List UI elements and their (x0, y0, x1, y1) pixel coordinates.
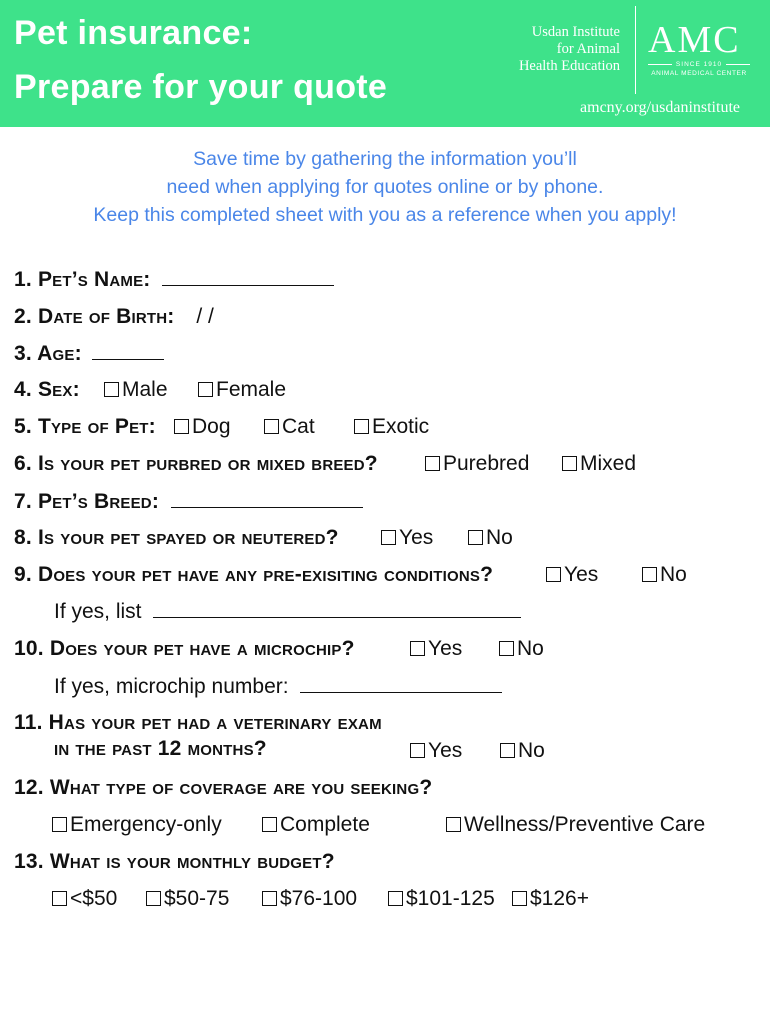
conditions-list-field[interactable] (153, 598, 521, 618)
coverage-type-label: 12. What type of coverage are you seeking? (14, 776, 433, 799)
intro-text (0, 145, 770, 229)
question-3 (14, 340, 164, 367)
question-11 (14, 710, 382, 762)
question-13 (14, 849, 335, 875)
microchip-option-yes[interactable] (410, 636, 462, 662)
sex-option-male[interactable] (104, 377, 168, 403)
coverage-option-emergency[interactable] (52, 812, 222, 838)
org-name-line1: Usdan Institute (531, 24, 620, 40)
pet-type-option-dog[interactable] (174, 414, 231, 440)
pet-breed-label: 7. Pet’s Breed: (14, 490, 160, 513)
age-field[interactable] (92, 340, 164, 360)
option-label: No (517, 637, 544, 660)
question-5 (14, 414, 156, 440)
checkbox-icon[interactable] (381, 530, 396, 545)
budget-option-under-50[interactable] (52, 886, 117, 912)
checkbox-icon[interactable] (388, 891, 403, 906)
checkbox-icon[interactable] (512, 891, 527, 906)
amc-logo: AMC (648, 19, 741, 61)
spayed-neutered-label: 8. Is your pet spayed or neutered? (14, 526, 339, 549)
pet-type-option-exotic[interactable] (354, 414, 429, 440)
option-label: $76-100 (280, 887, 358, 910)
option-label: Yes (428, 637, 463, 660)
intro-line2: need when applying for quotes online or by phone. (166, 176, 604, 198)
checkbox-icon[interactable] (104, 382, 119, 397)
checkbox-icon[interactable] (562, 456, 577, 471)
checkbox-icon[interactable] (262, 817, 277, 832)
option-label: <$50 (70, 887, 118, 910)
budget-option-76-100[interactable] (262, 886, 357, 912)
checkbox-icon[interactable] (354, 419, 369, 434)
question-10 (14, 636, 355, 662)
option-label: No (518, 739, 545, 762)
option-label: Exotic (372, 415, 430, 438)
microchip-number-field[interactable] (300, 673, 502, 693)
budget-option-50-75[interactable] (146, 886, 229, 912)
option-label: Complete (280, 813, 370, 836)
website-url: amcny.org/usdaninstitute (580, 99, 740, 116)
amc-since-text: SINCE 1910 (675, 61, 723, 68)
checkbox-icon[interactable] (500, 743, 515, 758)
page-title-line2: Prepare for your quote (14, 68, 388, 106)
option-label: Yes (399, 526, 434, 549)
intro-line3: Keep this completed sheet with you as a reference when you apply! (93, 204, 677, 226)
pet-name-field[interactable] (162, 266, 334, 286)
checkbox-icon[interactable] (468, 530, 483, 545)
option-label: $101-125 (406, 887, 495, 910)
option-label: Mixed (580, 452, 637, 475)
intro-line1: Save time by gathering the information you’ll (193, 148, 577, 170)
date-of-birth-label: 2. Date of Birth: (14, 305, 175, 328)
microchip-number-label: If yes, microchip number: (54, 675, 289, 698)
org-name-line2: for Animal (556, 41, 620, 57)
amc-logo-since (648, 60, 750, 70)
option-label: No (486, 526, 513, 549)
option-label: Female (216, 378, 287, 401)
checkbox-icon[interactable] (642, 567, 657, 582)
sex-label: 4. Sex: (14, 378, 80, 401)
spayed-option-yes[interactable] (381, 525, 433, 551)
checkbox-icon[interactable] (410, 743, 425, 758)
conditions-option-no[interactable] (642, 562, 687, 588)
question-4 (14, 377, 80, 403)
sex-option-female[interactable] (198, 377, 286, 403)
question-1 (14, 266, 334, 293)
option-label: Cat (282, 415, 315, 438)
breed-option-purebred[interactable] (425, 451, 529, 477)
option-label: No (660, 563, 687, 586)
age-label: 3. Age: (14, 342, 82, 365)
option-label: Emergency-only (70, 813, 222, 836)
amc-logo-subtitle: ANIMAL MEDICAL CENTER (651, 70, 747, 77)
spayed-option-no[interactable] (468, 525, 513, 551)
date-of-birth-field[interactable]: / / (196, 305, 214, 328)
question-9 (14, 562, 493, 588)
checkbox-icon[interactable] (425, 456, 440, 471)
vet-exam-option-no[interactable] (500, 738, 545, 764)
page-title-line1: Pet insurance: (14, 14, 253, 52)
option-label: Purebred (443, 452, 530, 475)
pet-name-label: 1. Pet’s Name: (14, 268, 151, 291)
budget-option-101-125[interactable] (388, 886, 495, 912)
question-7 (14, 488, 363, 515)
option-label: Wellness/Preventive Care (464, 813, 706, 836)
coverage-option-wellness[interactable] (446, 812, 705, 838)
checkbox-icon[interactable] (262, 891, 277, 906)
breed-type-label: 6. Is your pet purbred or mixed breed? (14, 452, 378, 475)
option-label: $126+ (530, 887, 589, 910)
usdan-institute-logo (519, 24, 620, 75)
question-2 (14, 304, 214, 330)
question-12 (14, 775, 432, 801)
checkbox-icon[interactable] (546, 567, 561, 582)
checkbox-icon[interactable] (52, 817, 67, 832)
checkbox-icon[interactable] (146, 891, 161, 906)
checkbox-icon[interactable] (446, 817, 461, 832)
breed-option-mixed[interactable] (562, 451, 636, 477)
coverage-option-complete[interactable] (262, 812, 370, 838)
option-label: $50-75 (164, 887, 230, 910)
vet-exam-label-line2: in the past 12 months? (54, 737, 267, 760)
question-6 (14, 451, 378, 477)
conditions-list-label: If yes, list (54, 600, 142, 623)
vet-exam-option-yes[interactable] (410, 738, 462, 764)
org-name-line3: Health Education (518, 58, 620, 74)
microchip-option-no[interactable] (499, 636, 544, 662)
pet-type-option-cat[interactable] (264, 414, 315, 440)
checkbox-icon[interactable] (499, 641, 514, 656)
question-8 (14, 525, 339, 551)
budget-option-126-plus[interactable] (512, 886, 589, 912)
option-label: Yes (428, 739, 463, 762)
pet-breed-field[interactable] (171, 488, 363, 508)
option-label: Male (122, 378, 168, 401)
checkbox-icon[interactable] (198, 382, 213, 397)
monthly-budget-label: 13. What is your monthly budget? (14, 850, 335, 873)
logo-divider (635, 6, 636, 94)
preexisting-conditions-label: 9. Does your pet have any pre-exisiting conditions? (14, 563, 494, 586)
type-of-pet-label: 5. Type of Pet: (14, 415, 156, 438)
checkbox-icon[interactable] (410, 641, 425, 656)
checkbox-icon[interactable] (264, 419, 279, 434)
microchip-followup (54, 673, 502, 700)
option-label: Dog (192, 415, 231, 438)
microchip-label: 10. Does your pet have a microchip? (14, 637, 355, 660)
header-banner (0, 0, 770, 127)
checkbox-icon[interactable] (174, 419, 189, 434)
checkbox-icon[interactable] (52, 891, 67, 906)
vet-exam-label-line1: 11. Has your pet had a veterinary exam (14, 711, 382, 734)
conditions-followup (54, 598, 521, 625)
option-label: Yes (564, 563, 599, 586)
conditions-option-yes[interactable] (546, 562, 598, 588)
